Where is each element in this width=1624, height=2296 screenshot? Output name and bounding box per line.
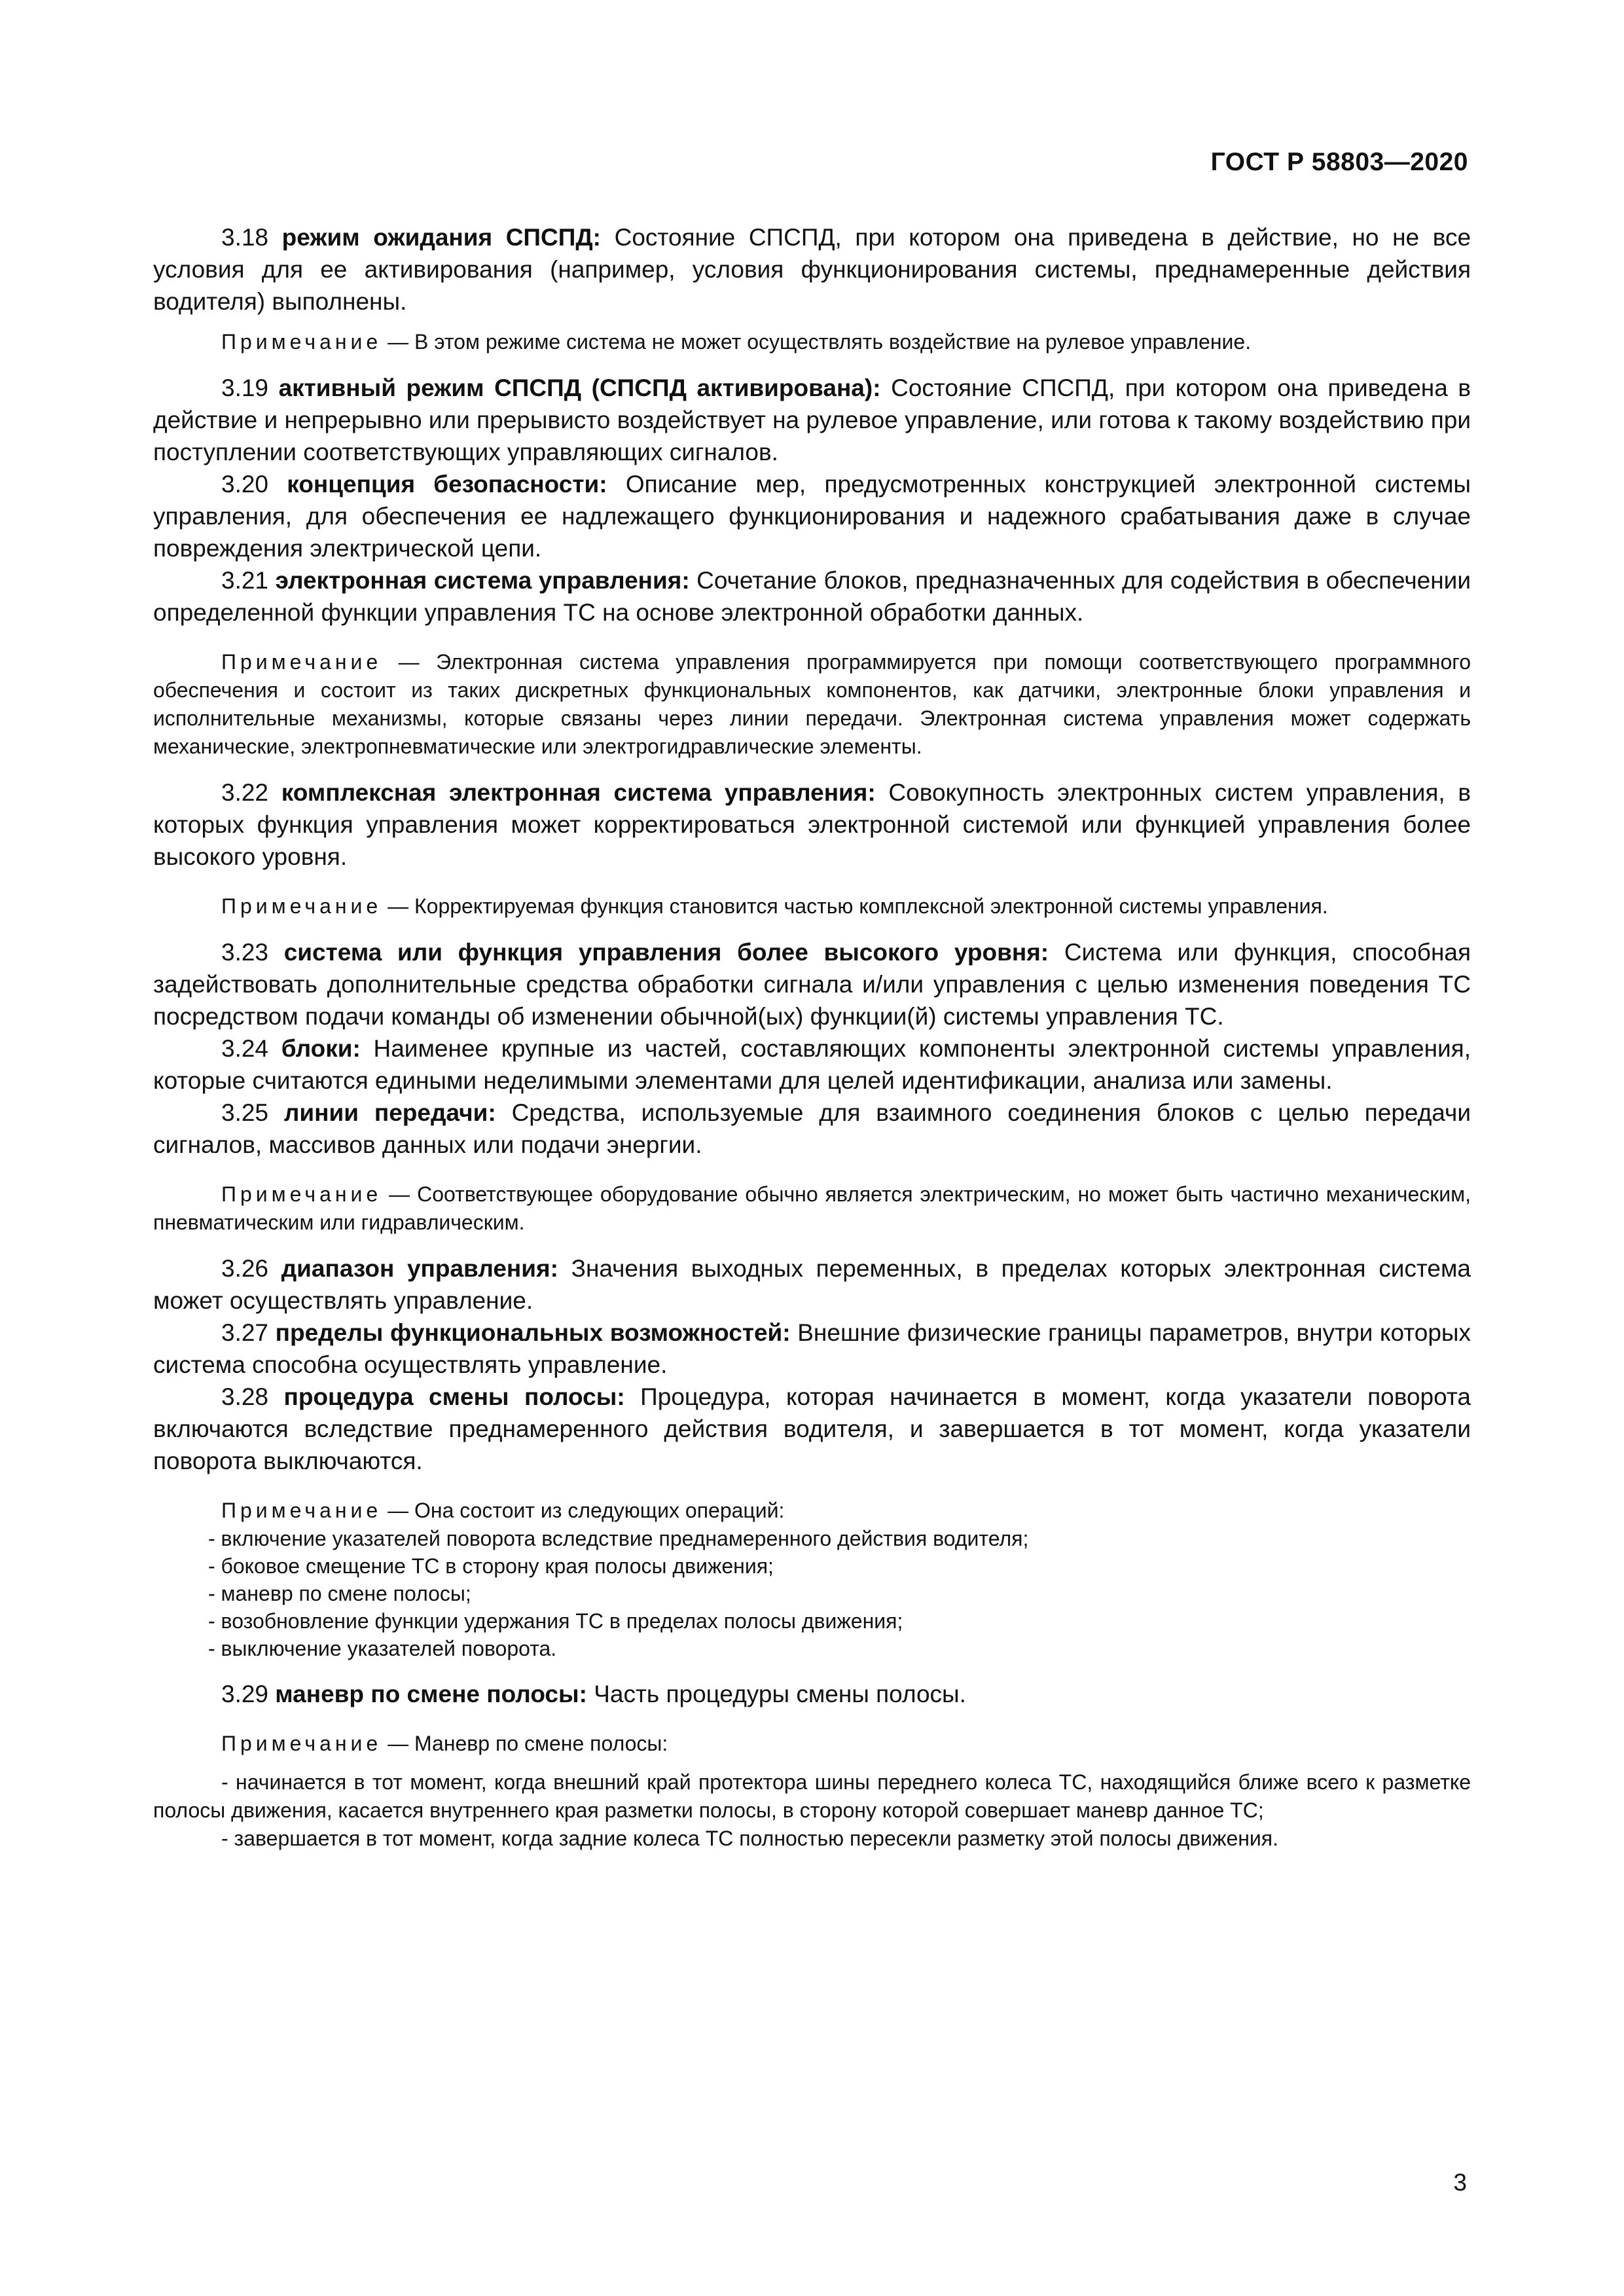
note-text: — Маневр по смене полосы: (388, 1732, 668, 1755)
definition-text: Описание мер, предусмотренных конструкцией электронной системы управления, для обеспечения ее надлежащего функционирования и надежного срабатывания даже в случае повреждения электрической цепи. (153, 471, 1471, 562)
definition-number: 3.19 (221, 374, 269, 401)
list-item: - возобновление функции удержания ТС в пределах полосы движения; (208, 1609, 903, 1633)
definition-3-19 (153, 372, 1471, 468)
list-item: - маневр по смене полосы; (208, 1582, 471, 1605)
definition-number: 3.29 (221, 1681, 269, 1707)
definition-number: 3.28 (221, 1383, 269, 1410)
definition-3-27 (153, 1317, 1471, 1381)
definition-term: электронная система управления: (275, 567, 690, 594)
definition-term: комплексная электронная система управления: (281, 779, 876, 806)
definition-number: 3.24 (221, 1035, 269, 1062)
definition-number: 3.18 (221, 224, 269, 251)
definition-text: Сочетание блоков, предназначенных для содействия в обеспечении определенной функции управления ТС на основе электронной обработки данных. (153, 567, 1471, 626)
definition-3-20 (153, 468, 1471, 564)
definition-number: 3.21 (221, 567, 269, 594)
definition-3-21 (153, 564, 1471, 629)
definition-text: Совокупность электронных систем управления, в которых функция управления может корректироваться электронной системой или функцией управления более высокого уровня. (153, 779, 1471, 870)
note-label: Примечание (221, 1182, 382, 1206)
definition-term: режим ожидания СПСПД: (281, 224, 602, 251)
note-3-22 (153, 892, 1471, 920)
note-label: Примечание (221, 894, 382, 918)
definition-text: Состояние СПСПД, при котором она приведена в действие и непрерывно или прерывисто воздействует на рулевое управление, или готова к такому воздействию при поступлении соответствующих управляющих сигналов. (153, 374, 1471, 465)
note-text: — Корректируемая функция становится частью комплексной электронной системы управления. (388, 894, 1328, 918)
definition-number: 3.27 (221, 1319, 269, 1346)
definition-text: Средства, используемые для взаимного соединения блоков с целью передачи сигналов, массивов данных или подачи энергии. (153, 1099, 1471, 1158)
definition-number: 3.22 (221, 779, 269, 806)
definition-term: пределы функциональных возможностей: (275, 1319, 791, 1346)
definition-number: 3.25 (221, 1099, 269, 1126)
definition-term: процедура смены полосы: (283, 1383, 625, 1410)
definition-number: 3.23 (221, 939, 269, 966)
list-item: - боковое смещение ТС в сторону края полосы движения; (208, 1554, 774, 1578)
list-item: - завершается в тот момент, когда задние колеса ТС полностью пересекли разметку этой полосы движения. (221, 1827, 1279, 1850)
note-text: — В этом режиме система не может осуществлять воздействие на рулевое управление. (388, 330, 1252, 354)
note-3-18 (153, 328, 1471, 356)
note-text: — Соответствующее оборудование обычно является электрическим, но может быть частично механическим, пневматическим или гидравлическим. (153, 1182, 1471, 1234)
note-label: Примечание (221, 330, 382, 354)
note-3-29 (153, 1730, 1471, 1758)
note-3-28 (153, 1497, 1471, 1525)
definition-3-26 (153, 1252, 1471, 1317)
definition-text: Состояние СПСПД, при котором она приведена в действие, но не все условия для ее активирования (например, условия функционирования системы, преднамеренные действия водителя) выполнены. (153, 224, 1471, 315)
maneuver-list (153, 1768, 1471, 1853)
definition-term: линии передачи: (283, 1099, 496, 1126)
definition-text: Часть процедуры смены полосы. (594, 1681, 966, 1707)
note-text: — Она состоит из следующих операций: (388, 1499, 785, 1522)
definition-term: концепция безопасности: (287, 471, 607, 498)
page-number: 3 (1453, 2169, 1467, 2196)
definition-term: активный режим СПСПД (СПСПД активирована): (278, 374, 881, 401)
definition-text: Система или функция, способная задействовать дополнительные средства обработки сигнала и/или управления с целью изменения поведения ТС посредством подачи команды об изменении обычной(ых) функции(й) системы управления ТС. (153, 939, 1471, 1030)
note-label: Примечание (221, 1499, 382, 1522)
definition-3-28 (153, 1381, 1471, 1477)
note-text: — Электронная система управления программируется при помощи соответствующего программного обеспечения и состоит из таких дискретных функциональных компонентов, как датчики, электронные блоки управления и исполнительные механизмы, которые связаны через линии передачи. Электронная система управления может содержать механические, электропневматические или электрогидравлические элементы. (153, 650, 1471, 758)
definition-3-24 (153, 1032, 1471, 1097)
definition-term: диапазон управления: (281, 1255, 558, 1282)
definition-3-18 (153, 221, 1471, 318)
document-body (153, 221, 1471, 1853)
list-item: - включение указателей поворота вследствие преднамеренного действия водителя; (208, 1527, 1029, 1550)
definition-number: 3.26 (221, 1255, 269, 1282)
definition-term: блоки: (281, 1035, 361, 1062)
definition-3-23 (153, 936, 1471, 1032)
definition-3-22 (153, 776, 1471, 873)
note-3-25 (153, 1180, 1471, 1237)
definition-number: 3.20 (221, 471, 269, 498)
definition-text: Наименее крупные из частей, составляющих компоненты электронной системы управления, которые считаются едиными неделимыми элементами для целей идентификации, анализа или замены. (153, 1035, 1471, 1094)
definition-text: Значения выходных переменных, в пределах которых электронная система может осуществлять управление. (153, 1255, 1471, 1314)
definition-3-25 (153, 1097, 1471, 1161)
operations-list (153, 1525, 1471, 1662)
definition-term: маневр по смене полосы: (275, 1681, 587, 1707)
list-item: - выключение указателей поворота. (208, 1637, 557, 1660)
definition-text: Процедура, которая начинается в момент, когда указатели поворота включаются вследствие преднамеренного действия водителя, и завершается в тот момент, когда указатели поворота выключаются. (153, 1383, 1471, 1474)
note-label: Примечание (221, 650, 382, 674)
note-3-21 (153, 648, 1471, 761)
document-code-header: ГОСТ Р 58803—2020 (1210, 148, 1468, 176)
list-item: - начинается в тот момент, когда внешний край протектора шины переднего колеса ТС, находящийся ближе всего к разметке полосы движения, касается внутреннего края разметки полосы, в сторону которой совершает маневр данное ТС; (153, 1770, 1471, 1822)
definition-term: система или функция управления более высокого уровня: (283, 939, 1049, 966)
note-label: Примечание (221, 1732, 382, 1755)
definition-3-29 (153, 1678, 1471, 1710)
definition-text: Внешние физические границы параметров, внутри которых система способна осуществлять управление. (153, 1319, 1471, 1378)
